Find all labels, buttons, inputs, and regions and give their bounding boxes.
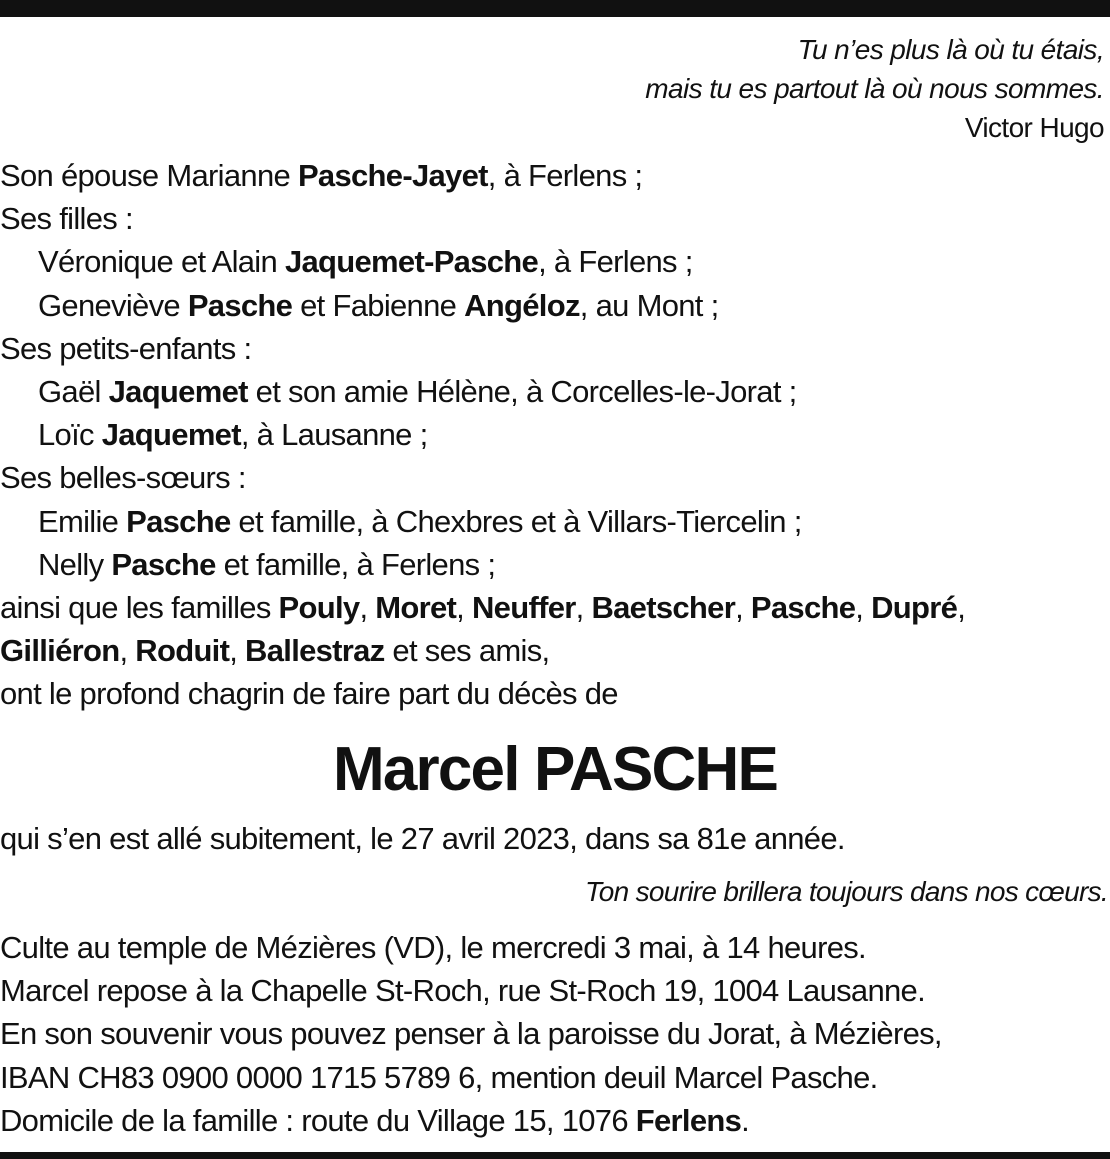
family-name: Ballestraz [245, 633, 385, 669]
daughter2-partner-name: Angéloz [464, 287, 580, 323]
grandchild2-pre: Loïc [38, 417, 102, 453]
donation-line: En son souvenir vous pouvez penser à la paroisse du Jorat, à Mézières, [0, 1016, 942, 1052]
family-name: Baetscher [591, 590, 736, 626]
quote-author: Victor Hugo [964, 112, 1104, 143]
sisters-in-law-heading: Ses belles-sœurs : [0, 460, 246, 496]
family-name: Gilliéron [0, 633, 120, 669]
bottom-rule [0, 1152, 1110, 1159]
spouse-name: Pasche-Jayet [297, 158, 488, 193]
grandchild1-name: Jaquemet [108, 374, 248, 410]
grandchild2-post: , à Lausanne ; [240, 417, 428, 453]
family-name: Roduit [135, 633, 230, 669]
family-name: Moret [375, 590, 457, 626]
families-post: et ses amis, [384, 633, 550, 669]
repose-line: Marcel repose à la Chapelle St-Roch, rue St-Roch 19, 1004 Lausanne. [0, 973, 925, 1009]
daughter-line-1 [0, 240, 1108, 283]
sister2-name: Pasche [111, 546, 216, 582]
grandchild1-pre: Gaël [38, 374, 109, 410]
families-line-1: ainsi que les familles Pouly, Moret, Neuffer, Baetscher, Pasche, Dupré, [0, 590, 966, 626]
iban-line: IBAN CH83 0900 0000 1715 5789 6, mention deuil Marcel Pasche. [0, 1059, 878, 1095]
announcement-line: ont le profond chagrin de faire part du décès de [0, 676, 618, 712]
sister1-name: Pasche [126, 503, 231, 539]
epigraph-quote [645, 30, 1104, 147]
families-line-2: Gilliéron, Roduit, Ballestraz et ses amis, [0, 633, 550, 669]
daughter1-post: , à Ferlens ; [538, 244, 693, 280]
family-name: Dupré [871, 590, 958, 626]
family-name: Neuffer [472, 590, 576, 626]
family-name: Pouly [278, 590, 360, 626]
grandchild-line-1 [0, 370, 1108, 413]
sister-in-law-line-1 [0, 500, 1108, 543]
top-rule [0, 0, 1110, 17]
daughter2-name: Pasche [187, 287, 293, 323]
sister-in-law-line-2 [0, 543, 1108, 586]
passing-line: qui s’en est allé subitement, le 27 avril 2023, dans sa 81e année. [0, 821, 845, 856]
family-list [0, 154, 1108, 716]
sister1-pre: Emilie [38, 503, 127, 539]
service-line: Culte au temple de Mézières (VD), le mercredi 3 mai, à 14 heures. [0, 930, 866, 965]
spouse-post: , à Ferlens ; [487, 158, 643, 193]
family-name: Pasche [750, 590, 856, 626]
grandchild2-name: Jaquemet [101, 417, 241, 453]
service-details [0, 926, 942, 1142]
daughter-line-2 [0, 284, 1108, 327]
epitaph: Ton sourire brillera toujours dans nos cœurs. [584, 876, 1108, 907]
domicile-town: Ferlens [635, 1102, 742, 1138]
spouse-line [0, 154, 1108, 197]
grandchildren-heading: Ses petits-enfants : [0, 330, 252, 366]
quote-line-2: mais tu es partout là où nous sommes. [645, 73, 1104, 104]
sister2-pre: Nelly [38, 546, 112, 582]
daughter1-pre: Véronique et Alain [38, 244, 285, 280]
domicile-pre: Domicile de la famille : route du Village 15, 1076 [0, 1102, 636, 1138]
daughter2-mid: et Fabienne [292, 287, 465, 323]
deceased-name: Marcel PASCHE [332, 735, 778, 804]
spouse-pre: Son épouse Marianne [0, 158, 298, 193]
daughter1-name: Jaquemet-Pasche [284, 244, 539, 280]
sister2-post: et famille, à Ferlens ; [215, 546, 496, 582]
quote-line-1: Tu n’es plus là où tu étais, [797, 34, 1104, 65]
grandchild-line-2 [0, 413, 1108, 456]
domicile-post: . [741, 1102, 750, 1138]
families-pre: ainsi que les familles [0, 590, 279, 626]
daughters-heading: Ses filles : [0, 201, 133, 237]
grandchild1-post: et son amie Hélène, à Corcelles-le-Jorat ; [247, 374, 797, 410]
daughter2-post: , au Mont ; [579, 287, 719, 323]
sister1-post: et famille, à Chexbres et à Villars-Tiercelin ; [230, 503, 802, 539]
domicile-line [0, 1099, 942, 1142]
daughter2-pre: Geneviève [38, 287, 188, 323]
